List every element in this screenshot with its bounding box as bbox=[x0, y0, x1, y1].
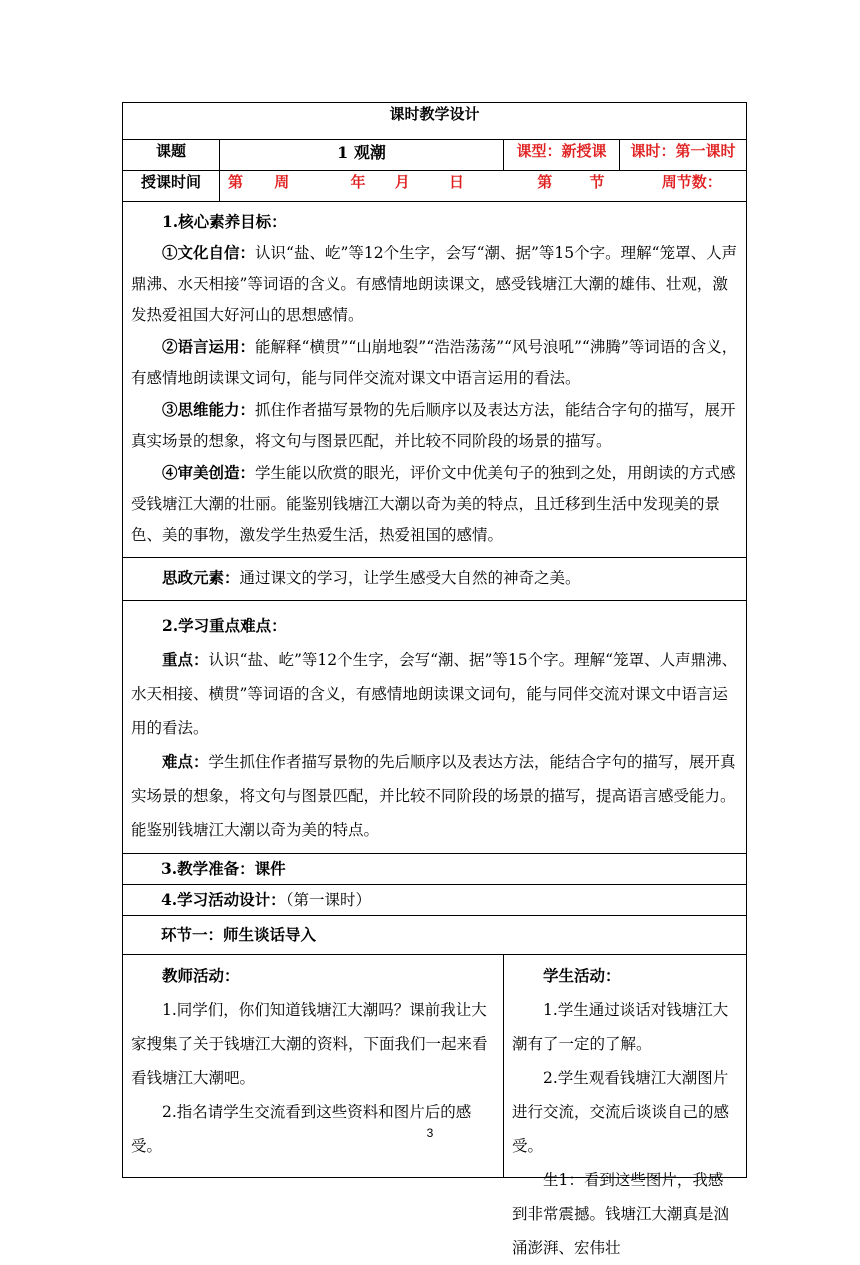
goal-item bbox=[131, 394, 738, 457]
keypoints-heading: 2.学习重点难点： bbox=[162, 616, 287, 635]
teacher-item: 1.同学们，你们知道钱塘江大潮吗？课前我让大家搜集了关于钱塘江大潮的资料，下面我们一起来看看钱塘江大潮吧。 bbox=[131, 1001, 488, 1087]
time-zhoujieshu: 周节数： bbox=[661, 173, 722, 191]
goal-label: ④审美创造： bbox=[162, 463, 256, 482]
teacher-heading: 教师活动： bbox=[162, 966, 240, 985]
time-di: 第 bbox=[228, 173, 244, 191]
time-jie: 节 bbox=[589, 173, 605, 191]
goals-heading: 1.核心素养目标： bbox=[162, 212, 287, 231]
keypoints-cell bbox=[123, 601, 747, 854]
goal-label: ②语言运用： bbox=[162, 337, 256, 356]
goal-text: 学生能以欣赏的眼光，评价文中优美句子的独到之处，用朗读的方式感受钱塘江大潮的壮丽。能鉴别钱塘江大潮以奇为美的特点，且迁移到生活中发现美的景色、美的事物，激发学生热爱生活，热爱祖国的感情。 bbox=[131, 464, 736, 544]
ideology-text: 通过课文的学习，让学生感受大自然的神奇之美。 bbox=[239, 569, 581, 587]
time-label: 授课时间 bbox=[123, 171, 220, 202]
goals-block bbox=[123, 202, 746, 557]
prep-text: 3.教学准备：课件 bbox=[161, 859, 286, 878]
lesson-type: 课型：新授课 bbox=[504, 140, 620, 171]
focus-text: 认识“盐、屹”等12个生字，会写“潮、据”等15个字。理解“笼罩、人声鼎沸、水天相接、横贯”等词语的含义，有感情地朗读课文词句，能与同伴交流对课文中语言运用的看法。 bbox=[131, 651, 738, 737]
time-nian: 年 bbox=[350, 173, 366, 191]
segment-cell bbox=[123, 916, 747, 955]
lesson-plan-table bbox=[122, 102, 747, 1257]
time-ri: 日 bbox=[449, 173, 465, 191]
lesson-period: 课时：第一课时 bbox=[620, 140, 747, 171]
lesson-plan-sheet bbox=[122, 102, 746, 1257]
student-item: 生1：看到这些图片，我感到非常震撼。钱塘江大潮真是汹涌澎湃、宏伟壮 bbox=[512, 1171, 730, 1257]
activity-design-normal: （第一课时） bbox=[285, 891, 371, 909]
teacher-item: 2.指名请学生交流看到这些资料和图片后的感受。 bbox=[131, 1103, 472, 1155]
table-title: 课时教学设计 bbox=[123, 103, 747, 140]
topic-value: 1 观潮 bbox=[220, 140, 504, 171]
time-yue: 月 bbox=[394, 173, 410, 191]
student-item: 1.学生通过谈话对钱塘江大潮有了一定的了解。 bbox=[512, 1001, 729, 1053]
difficulty-label: 难点： bbox=[162, 752, 209, 771]
student-cell bbox=[504, 955, 747, 1257]
focus-label: 重点： bbox=[162, 650, 209, 669]
teacher-cell bbox=[123, 955, 504, 1178]
goal-item bbox=[131, 331, 738, 394]
goals-cell bbox=[123, 202, 747, 558]
difficulty-text: 学生抓住作者描写景物的先后顺序以及表达方法，能结合字句的描写，展开真实场景的想象，将文句与图景匹配，并比较不同阶段的场景的描写，提高语言感受能力。能鉴别钱塘江大潮以奇为美的特点。 bbox=[131, 753, 736, 839]
student-block bbox=[504, 955, 746, 1257]
goal-item bbox=[131, 237, 738, 331]
prep-cell bbox=[123, 854, 747, 885]
activity-design-bold: 4.学习活动设计： bbox=[161, 890, 286, 909]
student-heading: 学生活动： bbox=[543, 966, 621, 985]
goal-text: 抓住作者描写景物的先后顺序以及表达方法，能结合字句的描写，展开真实场景的想象，将文句与图景匹配，并比较不同阶段的场景的描写。 bbox=[131, 401, 736, 450]
goal-label: ①文化自信： bbox=[162, 243, 256, 262]
page-number: 3 bbox=[426, 1126, 434, 1140]
activity-design-heading bbox=[123, 885, 746, 915]
goal-text: 能解释“横贯”“山崩地裂”“浩浩荡荡”“风号浪吼”“沸腾”等词语的含义，有感情地朗读课文词句，能与同伴交流对课文中语言运用的看法。 bbox=[131, 338, 738, 387]
topic-label: 课题 bbox=[123, 140, 220, 171]
ideology-cell bbox=[123, 558, 747, 601]
ideology-block bbox=[123, 558, 746, 600]
goal-text: 认识“盐、屹”等12个生字，会写“潮、据”等15个字。理解“笼罩、人声鼎沸、水天相接”等词语的含义。有感情地朗读课文，感受钱塘江大潮的雄伟、壮观，激发热爱祖国大好河山的思想感情。 bbox=[131, 244, 738, 324]
segment-heading: 环节一：师生谈话导入 bbox=[161, 925, 317, 944]
goal-item bbox=[131, 457, 738, 551]
time-fields bbox=[220, 171, 747, 202]
student-item: 2.学生观看钱塘江大潮图片进行交流，交流后谈谈自己的感受。 bbox=[512, 1069, 730, 1155]
keypoints-block bbox=[123, 601, 746, 853]
activity-design-cell bbox=[123, 885, 747, 916]
time-zhou: 周 bbox=[274, 173, 290, 191]
time-di2: 第 bbox=[537, 173, 553, 191]
ideology-label: 思政元素： bbox=[162, 568, 240, 587]
goal-label: ③思维能力： bbox=[162, 400, 256, 419]
